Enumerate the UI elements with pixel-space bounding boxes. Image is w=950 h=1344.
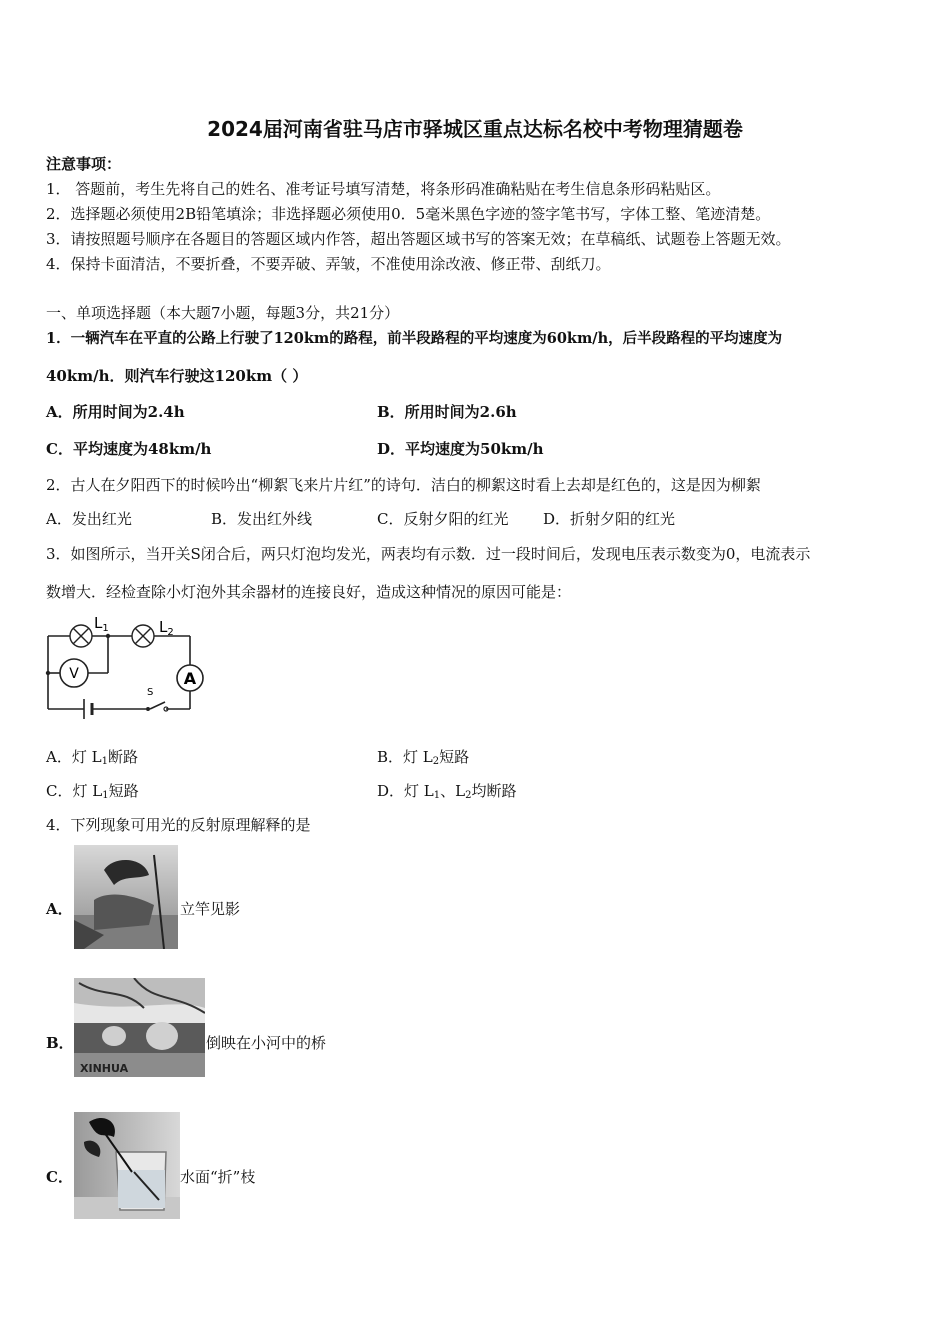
question-2-option-a: A．发出红光	[46, 510, 132, 528]
question-4-option-c-label: C．	[46, 1168, 73, 1186]
question-3-option-a: A．灯 $L_1$断路	[46, 748, 138, 767]
lamp-l2-label: $L_2$	[159, 618, 174, 638]
question-2-option-b: B．发出红外线	[211, 510, 313, 528]
question-4-line1: 4．下列现象可用光的反射原理解释的是	[46, 816, 311, 834]
notice-item: 2．选择题必须使用2B铅笔填涂；非选择题必须使用0．5毫米黑色字迹的签字笔书写，字体工整、笔迹清楚。	[46, 205, 771, 223]
shadow-photo	[74, 845, 178, 949]
notice-heading: 注意事项：	[46, 155, 122, 173]
question-4-option-a-label: A．	[46, 900, 73, 918]
question-4-option-c-text: 水面“折”枝	[180, 1168, 256, 1186]
question-2-option-c: C．反射夕阳的红光	[377, 510, 509, 528]
question-4-option-b-label: B．	[46, 1034, 74, 1052]
glass-photo	[74, 1112, 180, 1219]
question-2-option-d: D．折射夕阳的红光	[543, 510, 676, 528]
question-3-option-c: C．灯 $L_1$短路	[46, 782, 139, 801]
notice-item: 1． 答题前，考生先将自己的姓名、准考证号填写清楚，将条形码准确粘贴在考生信息条形码粘贴区。	[46, 180, 721, 198]
bridge-photo	[74, 978, 205, 1077]
question-1-option-a: A．所用时间为2.4h	[46, 403, 185, 421]
lamp-l1-label: $L_1$	[94, 614, 109, 634]
question-4-option-a-text: 立竿见影	[180, 900, 241, 918]
voltmeter-label: V	[69, 666, 79, 682]
question-1-option-c: C．平均速度为48km/h	[46, 440, 212, 458]
page-title: 2024届河南省驻马店市驿城区重点达标名校中考物理猜题卷	[207, 117, 743, 141]
question-1-line2: 40km/h．则汽车行驶这120km（ ）	[46, 367, 308, 385]
question-1-option-d: D．平均速度为50km/h	[377, 440, 544, 458]
lamp-l1-symbol	[70, 625, 92, 647]
question-1-option-b: B．所用时间为2.6h	[377, 403, 517, 421]
bridge-photo-watermark: XINHUA	[80, 1062, 129, 1075]
switch-label: S	[147, 687, 154, 698]
circuit-diagram	[40, 612, 215, 724]
question-4-option-b-text: 倒映在小河中的桥	[206, 1034, 327, 1052]
question-3-line1: 3．如图所示，当开关S闭合后，两只灯泡均发光，两表均有示数．过一段时间后，发现电压表示数变为0，电流表示	[46, 545, 811, 563]
question-3-option-b: B．灯 $L_2$短路	[377, 748, 470, 767]
switch-contact	[146, 707, 150, 711]
lamp-l2-symbol	[132, 625, 154, 647]
junction-dot	[106, 634, 110, 638]
question-3-line2: 数增大．经检查除小灯泡外其余器材的连接良好，造成这种情况的原因可能是：	[46, 583, 572, 601]
notice-item: 3．请按照题号顺序在各题目的答题区域内作答，超出答题区域书写的答案无效；在草稿纸、试题卷上答题无效。	[46, 230, 791, 248]
question-3-option-d: D．灯 $L_1$、$L_2$均断路	[377, 782, 517, 801]
question-1-line1: 1．一辆汽车在平直的公路上行驶了120km的路程，前半段路程的平均速度为60km/h，后半段路程的平均速度为	[46, 330, 783, 347]
battery-symbol	[84, 699, 92, 719]
ammeter-label: A	[183, 669, 197, 688]
notice-item: 4．保持卡面清洁，不要折叠，不要弄破、弄皱，不准使用涂改液、修正带、刮纸刀。	[46, 255, 611, 273]
junction-dot	[46, 671, 50, 675]
section-heading: 一、单项选择题（本大题7小题，每题3分，共21分）	[46, 304, 400, 322]
question-2-line1: 2．古人在夕阳西下的时候吟出“柳絮飞来片片红”的诗句．洁白的柳絮这时看上去却是红色的，这是因为柳絮	[46, 476, 761, 494]
